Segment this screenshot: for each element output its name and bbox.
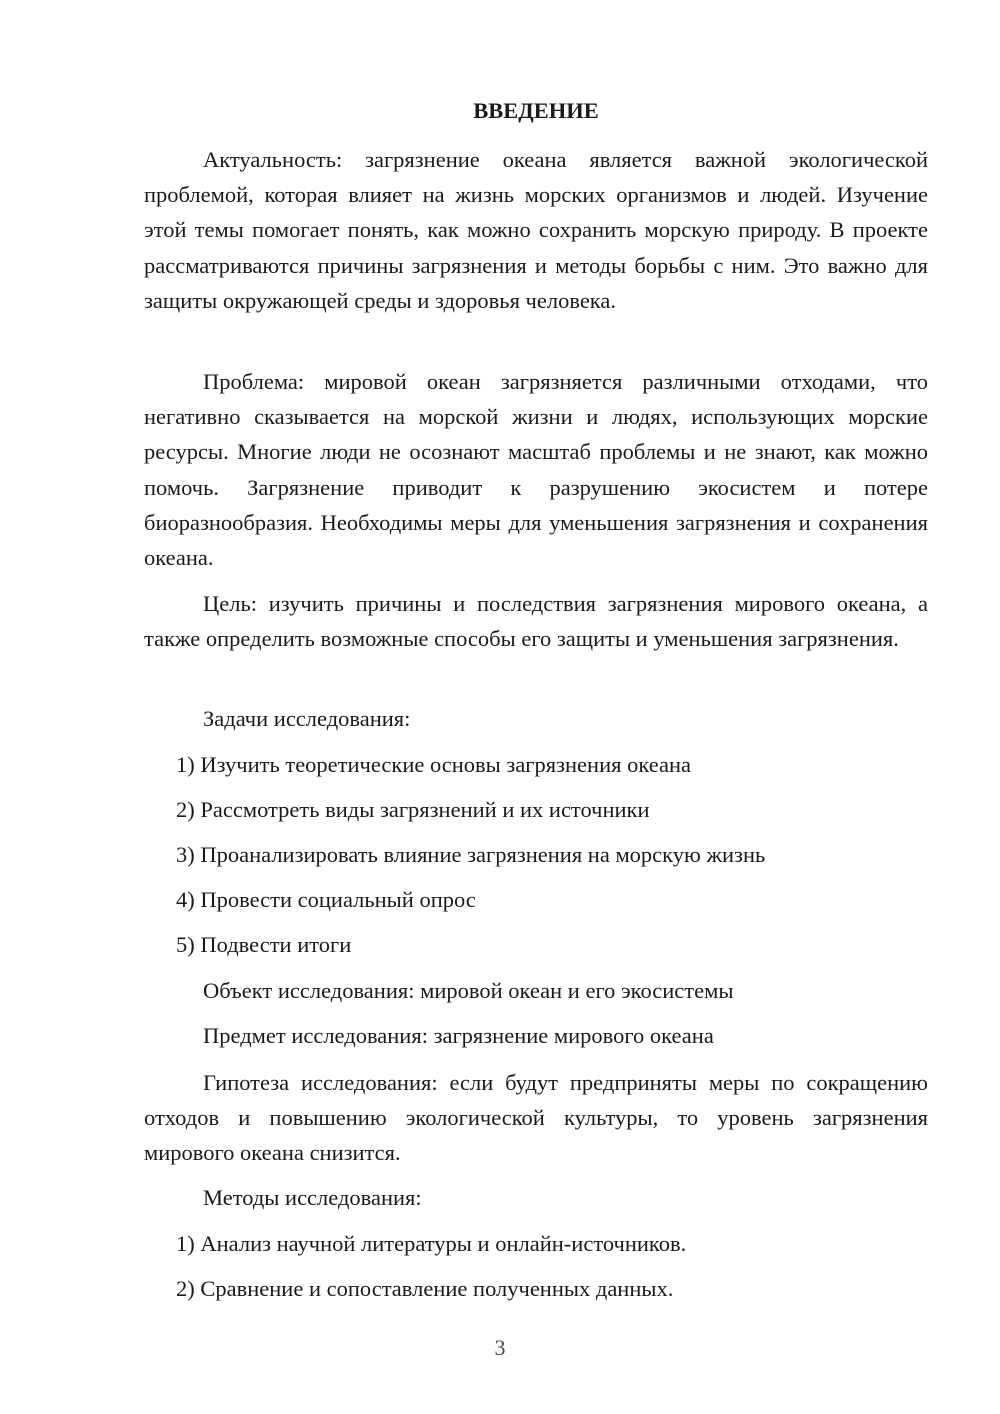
tasks-title: Задачи исследования: xyxy=(203,706,411,731)
hypothesis-paragraph: Гипотеза исследования: если будут предприняты меры по сокращению отходов и повышению экологической культуры, то уровень загрязнения мирового океана снизится. xyxy=(144,1070,928,1166)
relevance-paragraph: Актуальность: загрязнение океана является важной экологической проблемой, которая влияет на жизнь морских организмов и людей. Изучение этой темы помогает понять, как можно сохранить морскую природу. В проекте рассматриваются причины загрязнения и методы борьбы с ним. Это важно для защиты окружающей среды и здоровья человека. xyxy=(144,147,928,313)
method-item: 1) Анализ научной литературы и онлайн-источников. xyxy=(176,1231,687,1256)
research-object: Объект исследования: мировой океан и его экосистемы xyxy=(203,978,734,1003)
methods-title: Методы исследования: xyxy=(203,1185,422,1210)
task-item: 3) Проанализировать влияние загрязнения на морскую жизнь xyxy=(176,842,766,867)
task-item: 4) Провести социальный опрос xyxy=(176,887,476,912)
section-heading: ВВЕДЕНИЕ xyxy=(473,98,599,123)
research-subject: Предмет исследования: загрязнение мирового океана xyxy=(203,1023,714,1048)
method-item: 2) Сравнение и сопоставление полученных данных. xyxy=(176,1276,674,1301)
goal-paragraph: Цель: изучить причины и последствия загрязнения мирового океана, а также определить возможные способы его защиты и уменьшения загрязнения. xyxy=(144,591,928,652)
task-item: 1) Изучить теоретические основы загрязнения океана xyxy=(176,752,691,777)
task-item: 5) Подвести итоги xyxy=(176,932,352,957)
task-item: 2) Рассмотреть виды загрязнений и их источники xyxy=(176,797,650,822)
page-number: 3 xyxy=(494,1335,506,1360)
problem-paragraph: Проблема: мировой океан загрязняется различными отходами, что негативно сказывается на морской жизни и людях, использующих морские ресурсы. Многие люди не осознают масштаб проблемы и не знают, как можно помочь. Загрязнение приводит к разрушению экосистем и потере биоразнообразия. Необходимы меры для уменьшения загрязнения и сохранения океана. xyxy=(144,369,928,571)
